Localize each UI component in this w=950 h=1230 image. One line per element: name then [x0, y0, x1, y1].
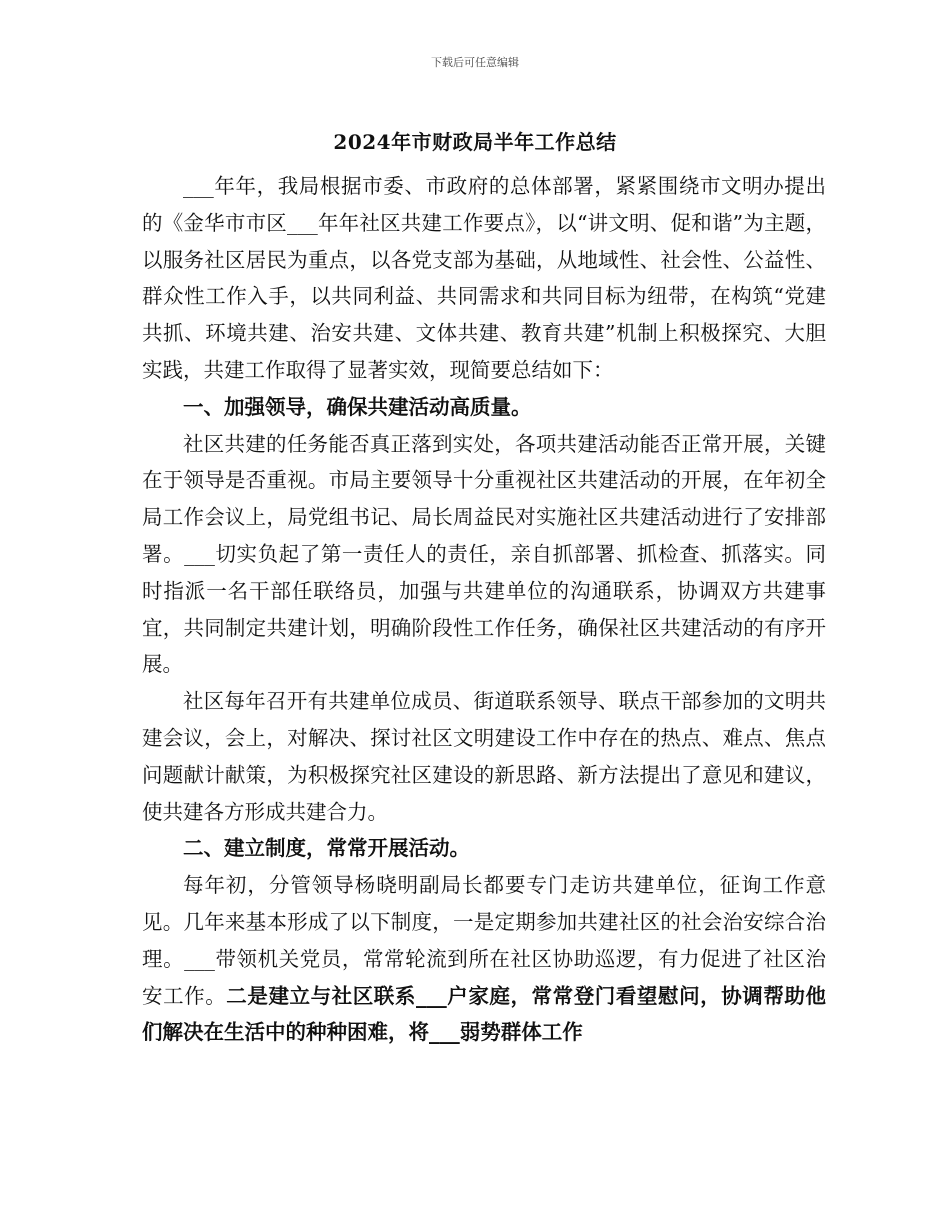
body-paragraph: 社区共建的任务能否真正落到实处，各项共建活动能否正常开展，关键在于领导是否重视。市局主要领导十分重视社区共建活动的开展，在年初全局工作会议上，局党组书记、局长周益民对实施社区共建活动进行了安排部署。___切实负起了第一责任人的责任，亲自抓部署、抓检查、抓落实。同时指派一名干部任联络员，加强与共建单位的沟通联系，协调双方共建事宜，共同制定共建计划，明确阶段性工作任务，确保社区共建活动的有序开展。	[142, 431, 826, 677]
document-title: 2024年市财政局半年工作总结	[333, 130, 617, 154]
header-note: 下载后可任意编辑	[431, 56, 519, 69]
body-paragraph: 社区每年召开有共建单位成员、街道联系领导、联点干部参加的文明共建会议，会上，对解决、探讨社区文明建设工作中存在的热点、难点、焦点问题献计献策，为积极探究社区建设的新思路、新方法提出了意见和建议，使共建各方形成共建合力。	[142, 689, 826, 824]
section-heading-1: 一、加强领导，确保共建活动高质量。	[183, 394, 532, 419]
document-body	[142, 168, 826, 1051]
body-paragraph-mixed	[142, 867, 826, 1051]
plain-text-run: 每年初，分管领导杨晓明副局长都要专门走访共建单位，征询工作意见。几年来基本形成了以下制度，一是定期参加共建社区的社会治安综合治理。___带领机关党员，常常轮流到所在社区协助巡逻，有力促进了社区治安工作。	[142, 873, 826, 1008]
bold-text-run: 二是建立与社区联系___户家庭，常常登门看望慰问，协调帮助他们解决在生活中的种种困难，将___弱势群体工作	[142, 983, 827, 1045]
section-heading-2: 二、建立制度，常常开展活动。	[183, 836, 470, 861]
intro-paragraph: ___年年，我局根据市委、市政府的总体部署，紧紧围绕市文明办提出的《金华市市区___年年社区共建工作要点》，以“讲文明、促和谐”为主题，以服务社区居民为重点，以各党支部为基础，从地域性、社会性、公益性、群众性工作入手，以共同利益、共同需求和共同目标为纽带，在构筑“党建共抓、环境共建、治安共建、文体共建、教育共建”机制上积极探究、大胆实践，共建工作取得了显著实效，现简要总结如下：	[142, 174, 826, 382]
